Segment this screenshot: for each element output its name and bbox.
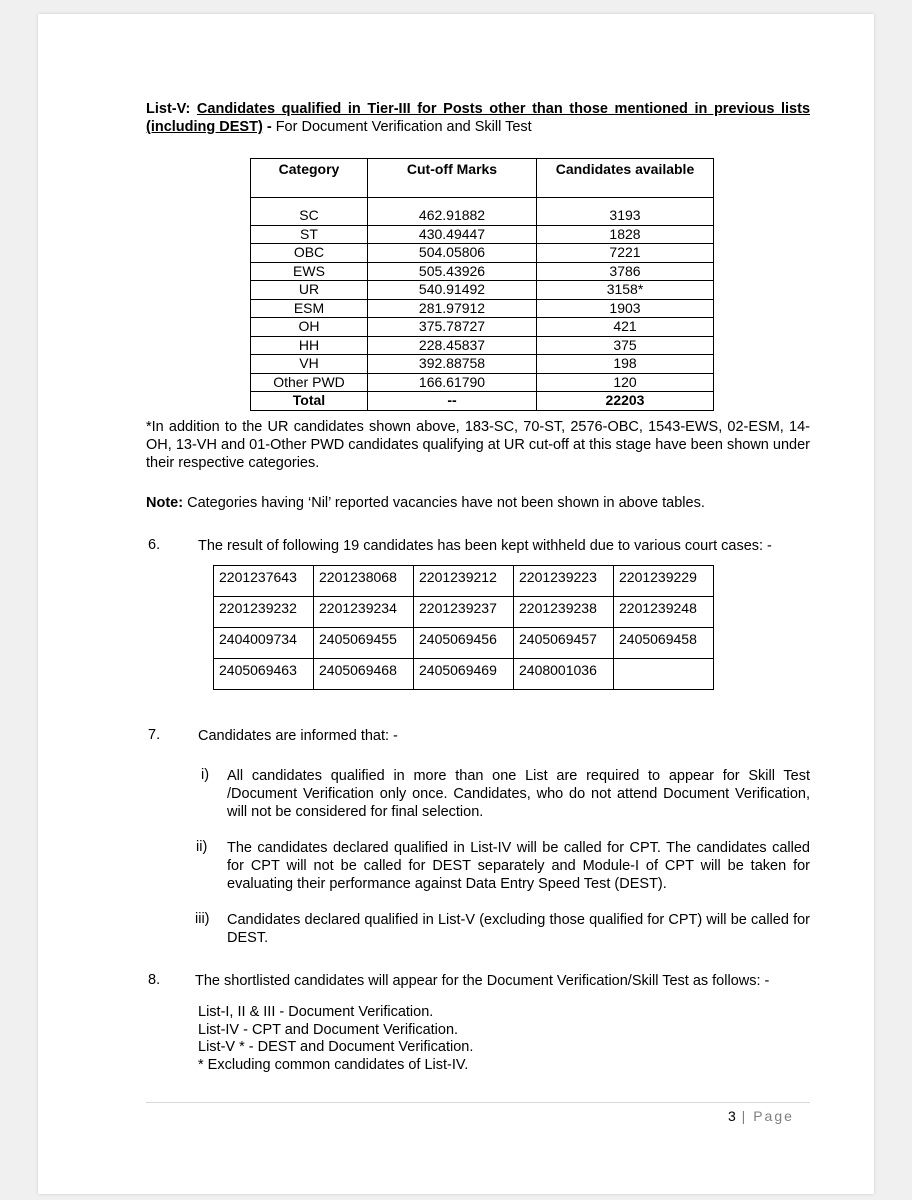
item-8-line: List-V * - DEST and Document Verification. [198,1039,474,1055]
cutoff-row [251,225,714,244]
cutoff-cell: 228.45837 [368,336,537,355]
page-separator: | [735,1108,754,1124]
note [146,494,810,512]
candidates-cell: 3786 [537,262,714,281]
header-category: Category [251,159,368,198]
category-cell: VH [251,355,368,374]
roll-number-cell: 2405069456 [414,628,514,659]
category-cell: ST [251,225,368,244]
item-6-number: 6. [148,537,161,553]
heading-dash: - [262,119,276,135]
page-word: Page [753,1108,794,1124]
cutoff-row [251,336,714,355]
roll-number-cell: 2201239238 [514,597,614,628]
roll-number-cell: 2201239248 [614,597,714,628]
cutoff-cell: 281.97912 [368,299,537,318]
cutoff-row [251,299,714,318]
roll-number-cell: 2404009734 [214,628,314,659]
candidates-cell: 120 [537,373,714,392]
roll-number-cell: 2405069463 [214,659,314,690]
cutoff-cell: 504.05806 [368,244,537,263]
candidates-cell: 1828 [537,225,714,244]
cutoff-cell: 505.43926 [368,262,537,281]
withheld-roll-table [213,565,714,690]
item-8-text: The shortlisted candidates will appear for the Document Verification/Skill Test as follows: - [195,973,770,989]
roll-number-cell: 2201239229 [614,566,714,597]
roll-number-cell: 2201239212 [414,566,514,597]
point-iii-text: Candidates declared qualified in List-V (excluding those qualified for CPT) will be called for DEST. [227,912,810,946]
candidates-cell: 7221 [537,244,714,263]
roll-number-cell [614,659,714,690]
candidates-cell: 375 [537,336,714,355]
roll-row [214,597,714,628]
cutoff-cell: 540.91492 [368,281,537,300]
cutoff-cell: 462.91882 [368,198,537,226]
header-candidates-available: Candidates available [537,159,714,198]
roll-number-cell: 2201239223 [514,566,614,597]
roll-row [214,659,714,690]
note-label: Note: [146,495,184,511]
category-cell: SC [251,198,368,226]
roll-number-cell: 2201239237 [414,597,514,628]
category-cell: OH [251,318,368,337]
ur-footnote: *In addition to the UR candidates shown above, 183-SC, 70-ST, 2576-OBC, 1543-EWS, 02-ESM, 14-OH, 13-VH and 01-Other PWD candidates qualifying at UR cut-off at this stage have been shown under their respective categories. [146,419,810,471]
roll-number-cell: 2405069457 [514,628,614,659]
candidates-cell: 421 [537,318,714,337]
cutoff-row [251,281,714,300]
candidates-cell: 3193 [537,198,714,226]
roll-number-cell: 2405069469 [414,659,514,690]
category-cell: OBC [251,244,368,263]
item-6-text: The result of following 19 candidates has been kept withheld due to various court cases: - [198,538,772,554]
roll-number-cell: 2201237643 [214,566,314,597]
roll-number-cell: 2405069468 [314,659,414,690]
cutoff-row [251,198,714,226]
point-i-marker: i) [201,767,210,783]
item-7-text: Candidates are informed that: - [198,728,398,744]
point-i-text: All candidates qualified in more than one List are required to appear for Skill Test /Document Verification only once. Candidates, who do not attend Document Verification, will not be considered for final selection. [227,768,810,820]
page-number-value: 3 [728,1108,736,1124]
point-ii-text: The candidates declared qualified in List-IV will be called for CPT. The candidates called for CPT will not be called for DEST separately and Module-I of CPT will be taken for evaluating their performance against Data Entry Speed Test (DEST). [227,840,810,892]
total-cutoff-cell: -- [368,392,537,411]
document-page [38,14,874,1194]
roll-number-cell: 2201238068 [314,566,414,597]
roll-row [214,628,714,659]
cutoff-row [251,355,714,374]
category-cell: ESM [251,299,368,318]
item-8-line: List-IV - CPT and Document Verification. [198,1021,459,1038]
point-iii-marker: iii) [195,911,210,927]
roll-number-cell: 2405069455 [314,628,414,659]
item-8-list [198,1004,698,1074]
cutoff-cell: 392.88758 [368,355,537,374]
candidates-cell: 3158* [537,281,714,300]
cutoff-row [251,318,714,337]
cutoff-cell: 166.61790 [368,373,537,392]
roll-number-cell: 2408001036 [514,659,614,690]
cutoff-cell: 375.78727 [368,318,537,337]
roll-row [214,566,714,597]
category-cell: UR [251,281,368,300]
item-8-line: List-I, II & III - Document Verification. [198,1004,434,1020]
category-cell: EWS [251,262,368,281]
total-candidates-cell: 22203 [537,392,714,411]
roll-number-cell: 2201239234 [314,597,414,628]
cutoff-row [251,262,714,281]
total-label-cell: Total [251,392,368,411]
category-cell: HH [251,336,368,355]
page-number [728,1108,794,1124]
list-v-heading [146,100,810,136]
cutoff-table [250,158,714,411]
cutoff-row [251,373,714,392]
candidates-cell: 198 [537,355,714,374]
header-cutoff-marks: Cut-off Marks [368,159,537,198]
cutoff-total-row [251,392,714,411]
cutoff-row [251,244,714,263]
category-cell: Other PWD [251,373,368,392]
candidates-cell: 1903 [537,299,714,318]
roll-number-cell: 2405069458 [614,628,714,659]
note-text: Categories having ‘Nil’ reported vacancies have not been shown in above tables. [183,495,705,511]
list-label: List-V: [146,101,191,117]
point-ii-marker: ii) [196,839,208,855]
roll-number-cell: 2201239232 [214,597,314,628]
list-purpose: For Document Verification and Skill Test [275,119,532,135]
item-7-number: 7. [148,727,161,743]
footer-divider [146,1102,810,1103]
cutoff-cell: 430.49447 [368,225,537,244]
item-8-line: * Excluding common candidates of List-IV. [198,1056,469,1073]
list-title: Candidates qualified in Tier-III for Posts other than those mentioned in previous lists (including DEST) [146,101,811,135]
item-8-number: 8. [148,972,161,988]
